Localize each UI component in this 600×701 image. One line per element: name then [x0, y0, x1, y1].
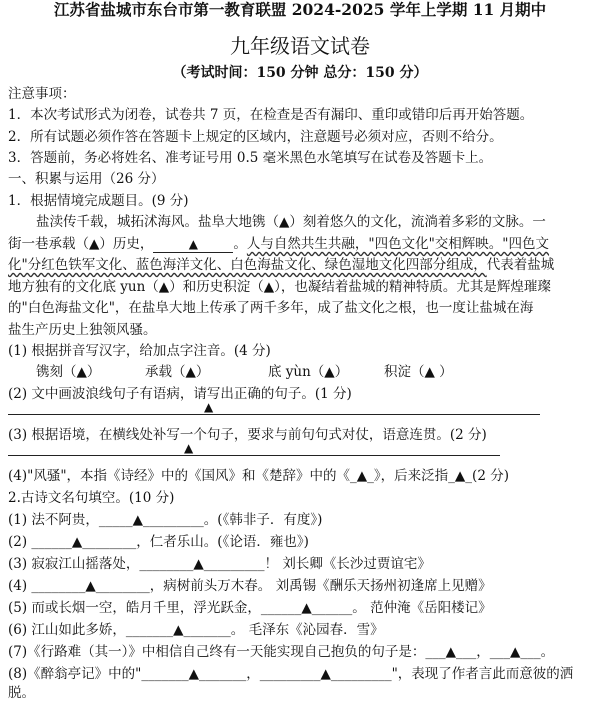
- pinyin-item-1: 镌刻（▲）: [36, 364, 101, 380]
- passage-line-5: 的"白色海盐文化"，在盐阜大地上传承了两千多年，成了盐文化之根，也一度让盐城在海: [8, 300, 534, 316]
- triangle-marker: ▲: [188, 237, 198, 251]
- poem-line-8: (8)《醉翁亭记》中的"_______▲_______，_________▲_________"，表现了作者言此而意彼的洒: [8, 666, 574, 682]
- notes-heading: 注意事项：: [8, 86, 76, 102]
- poem-line-9: 脱。: [8, 685, 35, 701]
- passage-line-1: 盐渎传千载，城拓沭海风。盐阜大地镌（▲）刻着悠久的文化，流淌着多彩的文脉。一: [36, 214, 546, 230]
- poem-line-4: (4) ________▲________，病树前头万木春。 刘禹锡《酬乐天扬州初逢席上见赠》: [8, 578, 492, 594]
- question-1-title: 1．根据情境完成题目。(9 分): [8, 193, 189, 209]
- poem-line-1: (1) 法不阿贵，_____▲_________。(《韩非子．有度》): [8, 512, 323, 528]
- answer-blank: [153, 236, 233, 253]
- wavy-sentence: 化"分红色铁军文化、蓝色海洋文化、白色海盐文化、绿色湿地文化四部分组成，: [8, 257, 487, 273]
- subquestion-1: (1) 根据拼音写汉字，给加点字注音。(4 分): [8, 343, 271, 359]
- poem-line-7: (7)《行路难（其一）》中相信自己终有一天能实现自己抱负的句子是：___▲___，___▲___。: [8, 644, 555, 660]
- exam-title: 江苏省盐城市东台市第一教育联盟 2024-2025 学年上学期 11 月期中: [53, 0, 547, 19]
- pinyin-item-2: 承载（▲）: [145, 364, 210, 380]
- exam-subtitle: 九年级语文试卷: [230, 34, 370, 58]
- triangle-marker: ▲: [204, 400, 214, 414]
- subquestion-4: (4)"风骚"，本指《诗经》中的《国风》和《楚辞》中的《_▲_》，后来泛指_▲_(2 分): [8, 468, 509, 484]
- question-2-title: 2.古诗文名句填空。(10 分): [8, 490, 175, 506]
- poem-line-2: (2) ______▲________，仁者乐山。(《论语．雍也》): [8, 534, 309, 550]
- passage-line-6: 盐生产历史上独领风骚。: [8, 322, 157, 338]
- wavy-sentence: 人与自然共生共融，"四色文化"交相辉映。"四色文: [246, 236, 550, 252]
- poem-line-6: (6) 江山如此多娇，_______▲_______。 毛泽东《沁园春．雪》: [8, 622, 384, 638]
- passage-line-2: [8, 232, 549, 253]
- answer-line: [8, 455, 500, 456]
- answer-line: [8, 414, 540, 415]
- subquestion-2: (2) 文中画波浪线句子有语病，请写出正确的句子。(1 分): [8, 386, 352, 402]
- poem-line-5: (5) 而或长烟一空，皓月千里，浮光跃金，______▲______。 范仲淹《岳阳楼记》: [8, 600, 492, 616]
- triangle-marker: ▲: [184, 441, 194, 455]
- pinyin-item-3: 底 yùn（▲）: [268, 364, 349, 380]
- note-item-1: 1．本次考试形式为闭卷，试卷共 7 页，在检查是否有漏印、重印或错印后再开始答题。: [8, 107, 534, 123]
- section-heading: 一、积累与运用（26 分）: [8, 171, 165, 187]
- passage-line-4: 地方独有的文化底 yun（▲）和历史积淀（▲），也凝结着盐城的精神特质。尤其是辉煌璀璨: [8, 279, 551, 295]
- passage-text: 街一巷承载（▲）历史，: [8, 236, 154, 252]
- poem-line-3: (3) 寂寂江山摇落处，________▲_________！ 刘长卿《长沙过贾谊宅》: [8, 556, 431, 572]
- subquestion-3: (3) 根据语境，在横线处补写一个句子，要求与前句句式对仗，语意连贯。(2 分): [8, 427, 487, 443]
- note-item-3: 3．答题前，务必将姓名、准考证号用 0.5 毫米黑色水笔填写在试卷及答题卡上。: [8, 150, 493, 166]
- passage-line-3: [8, 253, 554, 273]
- passage-text: 代表着盐城: [486, 257, 555, 273]
- note-item-2: 2．所有试题必须作答在答题卡上规定的区域内，注意题号必须对应，否则不给分。: [8, 129, 503, 145]
- pinyin-item-4: 积淀（▲ ）: [384, 364, 453, 380]
- passage-text: 。: [233, 236, 247, 252]
- exam-info: （考试时间：150 分钟 总分：150 分）: [172, 65, 428, 81]
